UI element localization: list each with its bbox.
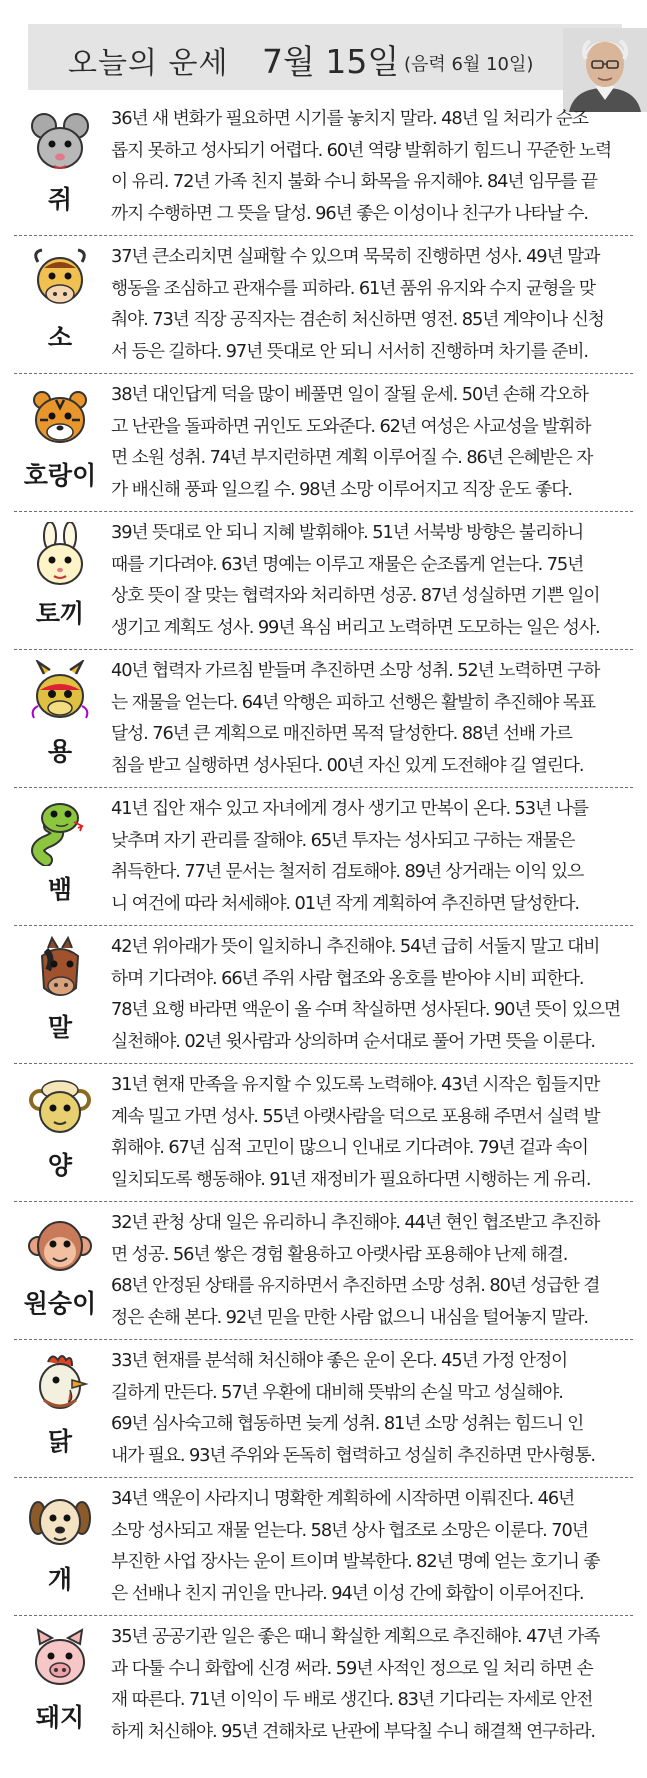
animal-cell (14, 516, 106, 644)
fortune-line: 침을 받고 실행하면 성사된다. 00년 자신 있게 도전해야 길 열린다. (111, 754, 584, 776)
animal-cell (14, 102, 106, 230)
fortune-line: 이 유리. 72년 가족 친지 불화 수니 화목을 유지해야. 84년 임무를 끝 (111, 171, 597, 192)
fortune-line: 휘해야. 67년 심적 고민이 많으니 인내로 기다려야. 79년 겉과 속이 (111, 1137, 588, 1158)
fortune-line: 32년 관청 상대 일은 유리하니 추진해야. 44년 현인 협조받고 추진하 (111, 1212, 600, 1233)
fortune-line: 하게 처신해야. 95년 견해차로 난관에 부닥칠 수니 해결책 연구하라. (111, 1720, 595, 1742)
fortune-line: 41년 집안 재수 있고 자녀에게 경사 생기고 만복이 온다. 53년 나를 (111, 798, 588, 819)
animal-cell (14, 1482, 106, 1610)
fortune-line: 서 등은 길하다. 97년 뜻대로 안 되니 서서히 진행하며 차기를 준비. (111, 340, 588, 362)
fortune-text (111, 1483, 633, 1609)
fortune-text (111, 103, 633, 229)
tiger-icon (26, 384, 94, 452)
fortune-row-horse (14, 926, 633, 1064)
fortune-text (111, 931, 633, 1057)
fortune-text (111, 655, 633, 781)
fortune-line: 33년 현재를 분석해 처신해야 좋은 운이 온다. 45년 가정 안정이 (111, 1350, 568, 1371)
fortune-line: 때를 기다려야. 63년 명예는 이루고 재물은 순조롭게 얻는다. 75년 (111, 553, 584, 575)
fortune-line: 하며 기다려야. 66년 주위 사람 협조와 옹호를 받아야 시비 피한다. (111, 967, 584, 989)
fortune-row-rabbit (14, 512, 633, 650)
fortune-line: 는 재물을 얻는다. 64년 악행은 피하고 선행은 활발히 추진해야 목표 (111, 691, 595, 713)
fortune-line: 78년 요행 바라면 액운이 올 수며 착실하면 성사된다. 90년 뜻이 있으면 (111, 999, 620, 1020)
fortune-line: 행동을 조심하고 관재수를 피하라. 61년 품위 유지와 수지 균형을 맞 (111, 277, 595, 299)
rooster-icon (26, 1350, 94, 1418)
animal-cell (14, 240, 106, 368)
fortune-line: 일치되도록 행동해야. 91년 재정비가 필요하다면 시행하는 게 유리. (111, 1168, 591, 1190)
lunar-date: (음력 6월 10일) (404, 54, 534, 75)
monkey-icon (26, 1212, 94, 1280)
fortune-row-pig (14, 1616, 633, 1753)
fortune-text (111, 379, 633, 505)
animal-name: 호랑이 (23, 461, 97, 490)
rat-icon (26, 108, 94, 176)
fortune-line: 춰야. 73년 직장 공직자는 겸손히 처신하면 영전. 85년 계약이나 신청 (111, 309, 604, 330)
animal-name: 토끼 (35, 599, 85, 628)
animal-cell (14, 1620, 106, 1748)
fortune-row-dog (14, 1478, 633, 1616)
page-title: 오늘의 운세 (68, 46, 229, 81)
animal-name: 원숭이 (23, 1289, 97, 1318)
fortune-text (111, 1207, 633, 1333)
fortune-line: 낮추며 자기 관리를 잘해야. 65년 투자는 성사되고 구하는 재물은 (111, 829, 575, 851)
animal-cell (14, 930, 106, 1058)
animal-cell (14, 654, 106, 782)
header-bar (28, 24, 622, 90)
fortune-text (111, 793, 633, 919)
fortune-text (111, 1345, 633, 1471)
animal-name: 뱀 (47, 875, 73, 904)
animal-name: 소 (47, 323, 73, 352)
animal-cell (14, 1206, 106, 1334)
fortune-row-tiger (14, 374, 633, 512)
fortune-line: 고 난관을 돌파하면 귀인도 도와준다. 62년 여성은 사교성을 발휘하 (111, 415, 591, 437)
fortune-line: 40년 협력자 가르침 받들며 추진하면 소망 성취. 52년 노력하면 구하 (111, 660, 600, 681)
fortune-row-sheep (14, 1064, 633, 1202)
animal-name: 쥐 (47, 185, 73, 214)
animal-cell (14, 792, 106, 920)
fortune-line: 소망 성사되고 재물 얻는다. 58년 상사 협조로 소망은 이룬다. 70년 (111, 1519, 588, 1541)
fortune-line: 34년 액운이 사라지니 명확한 계획하에 시작하면 이뤄진다. 46년 (111, 1488, 575, 1509)
fortune-line: 39년 뜻대로 안 되니 지혜 발휘해야. 51년 서북방 방향은 불리하니 (111, 522, 584, 543)
fortune-line: 면 소원 성취. 74년 부지런하면 계획 이루어질 수. 86년 은혜받은 자 (111, 447, 593, 468)
fortune-line: 가 배신해 풍파 일으킬 수. 98년 소망 이루어지고 직장 운도 좋다. (111, 478, 572, 500)
fortune-line: 정은 손해 본다. 92년 믿을 만한 사람 없으니 내심을 털어놓지 말라. (111, 1306, 588, 1328)
fortune-list (14, 98, 633, 1753)
fortune-line: 내가 필요. 93년 주위와 돈독히 협력하고 성실히 추진하면 만사형통. (111, 1444, 595, 1466)
fortune-row-snake (14, 788, 633, 926)
fortune-line: 은 선배나 친지 귀인을 만나라. 94년 이성 간에 화합이 이루어진다. (111, 1582, 584, 1604)
fortune-line: 42년 위아래가 뜻이 일치하니 추진해야. 54년 급히 서둘지 말고 대비 (111, 936, 600, 957)
fortune-line: 재 따른다. 71년 이익이 두 배로 생긴다. 83년 기다리는 자세로 안전 (111, 1689, 593, 1710)
fortune-text (111, 1621, 633, 1747)
animal-name: 용 (47, 737, 73, 766)
fortune-line: 생기고 계획도 성사. 99년 욕심 버리고 노력하면 도모하는 일은 성사. (111, 616, 600, 638)
fortune-line: 계속 밀고 가면 성사. 55년 아랫사람을 덕으로 포용해 주면서 실력 발 (111, 1105, 600, 1127)
fortune-line: 롭지 못하고 성사되기 어렵다. 60년 역량 발휘하기 힘드니 꾸준한 노력 (111, 139, 612, 161)
dog-icon (26, 1488, 94, 1556)
fortune-row-rat (14, 98, 633, 236)
animal-name: 개 (47, 1565, 73, 1594)
fortune-line: 달성. 76년 큰 계획으로 매진하면 목적 달성한다. 88년 선배 가르 (111, 723, 572, 744)
fortune-line: 실천해야. 02년 윗사람과 상의하며 순서대로 풀어 가면 뜻을 이룬다. (111, 1030, 595, 1052)
fortune-line: 면 성공. 56년 쌓은 경험 활용하고 아랫사람 포용해야 난제 해결. (111, 1243, 568, 1265)
fortune-line: 까지 수행하면 그 뜻을 달성. 96년 좋은 이성이나 친구가 나타날 수. (111, 202, 588, 224)
pig-icon (26, 1626, 94, 1694)
animal-name: 말 (47, 1013, 73, 1042)
animal-cell (14, 378, 106, 506)
fortune-row-dragon (14, 650, 633, 788)
fortune-text (111, 517, 633, 643)
animal-name: 닭 (47, 1427, 73, 1456)
animal-cell (14, 1344, 106, 1472)
fortune-line: 과 다툴 수니 화합에 신경 써라. 59년 사적인 정으로 일 처리 하면 손 (111, 1657, 593, 1679)
fortune-line: 36년 새 변화가 필요하면 시기를 놓치지 말라. 48년 일 처리가 순조 (111, 108, 588, 129)
fortune-line: 69년 심사숙고해 협동하면 늦게 성취. 81년 소망 성취는 힘드니 인 (111, 1413, 584, 1434)
date: 7월 15일 (262, 42, 400, 81)
fortune-line: 37년 큰소리치면 실패할 수 있으며 묵묵히 진행하면 성사. 49년 말과 (111, 246, 600, 267)
animal-cell (14, 1068, 106, 1196)
snake-icon (26, 798, 94, 866)
fortune-line: 취득한다. 77년 문서는 철저히 검토해야. 89년 상거래는 이익 있으 (111, 861, 584, 882)
fortune-line: 길하게 만든다. 57년 우환에 대비해 뜻밖의 손실 막고 성실해야. (111, 1381, 563, 1403)
fortune-line: 니 여건에 따라 처세해야. 01년 작게 계획하여 추진하면 달성한다. (111, 892, 579, 914)
fortune-line: 상호 뜻이 잘 맞는 협력자와 처리하면 성공. 87년 성실하면 기쁜 일이 (111, 585, 600, 606)
animal-name: 양 (47, 1151, 73, 1180)
fortune-line: 38년 대인답게 덕을 많이 베풀면 일이 잘될 운세. 50년 손해 각오하 (111, 384, 588, 405)
rabbit-icon (26, 522, 94, 590)
fortune-line: 68년 안정된 상태를 유지하면서 추진하면 소망 성취. 80년 성급한 결 (111, 1275, 600, 1296)
fortune-line: 부진한 사업 장사는 운이 트이며 발복한다. 82년 명예 얻는 호기니 좋 (111, 1551, 600, 1572)
animal-name: 돼지 (35, 1703, 85, 1732)
fortune-row-monkey (14, 1202, 633, 1340)
fortune-text (111, 241, 633, 367)
sheep-icon (26, 1074, 94, 1142)
horse-icon (26, 936, 94, 1004)
fortune-line: 31년 현재 만족을 유지할 수 있도록 노력해야. 43년 시작은 힘들지만 (111, 1074, 600, 1095)
fortune-line: 35년 공공기관 일은 좋은 때니 확실한 계획으로 추진해야. 47년 가족 (111, 1626, 600, 1647)
dragon-icon (26, 660, 94, 728)
ox-icon (26, 246, 94, 314)
fortune-row-rooster (14, 1340, 633, 1478)
fortune-row-ox (14, 236, 633, 374)
fortune-text (111, 1069, 633, 1195)
